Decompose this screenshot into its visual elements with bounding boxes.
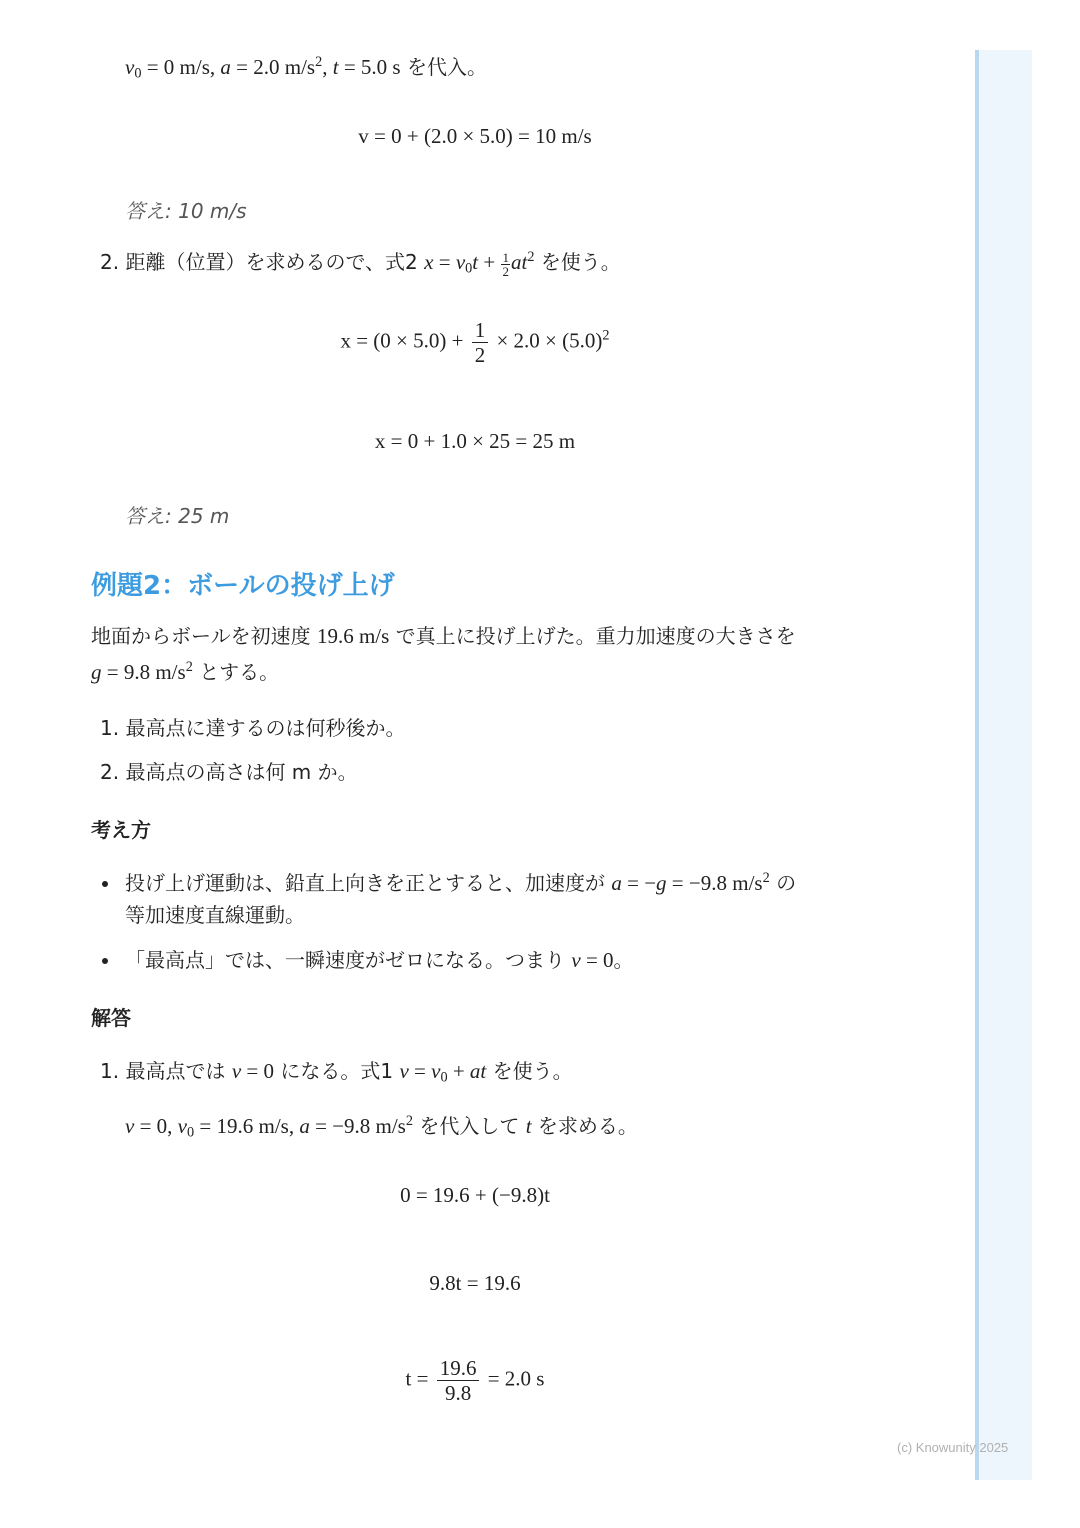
solution-heading: 解答 bbox=[91, 1006, 131, 1030]
equation-s1: 0 = 19.6 + (−9.8)t bbox=[400, 1183, 550, 1207]
intro-line-2: g = 9.8 $m/s^2$ とする。 bbox=[91, 659, 280, 684]
equation-x1: x = (0 × 5.0) + $\frac{1}{2}$ × $2.0 \times (5.0)^2$ bbox=[340, 318, 610, 367]
initial-velocity-value: 19.6 m/s bbox=[316, 624, 390, 648]
copyright-footer: (c) Knowunity 2025 bbox=[897, 1440, 1009, 1455]
question-2: 2. 最高点の高さは何 m か。 bbox=[100, 760, 358, 784]
question-1: 1. 最高点に達するのは何秒後か。 bbox=[100, 716, 406, 740]
solution-step-1: 1. 最高点では v = 0 になる。式1 $v = v_0$ + at を使う。 bbox=[100, 1059, 573, 1086]
bullet-dot bbox=[102, 881, 108, 887]
step-2-text-end: を使う。 bbox=[540, 250, 621, 274]
bullet-1-line-1: 投げ上げ運動は、鉛直上向きを正とすると、加速度が a = −g = −9.8 $m/s^2$ の bbox=[125, 870, 797, 895]
equation-s3: t = $\frac{19.6}{9.8}$ = 2.0 s bbox=[405, 1356, 545, 1405]
answer-1: 答え: 10 m/s bbox=[125, 199, 247, 223]
solution-substitution: v = 0, $v_0 = 19.6$ m/s, a = −9.8 $m/s^2$ を代入して t を求める。 bbox=[125, 1113, 638, 1141]
substitution-suffix: を代入。 bbox=[406, 55, 487, 79]
substitution-line: $v_0 = 0$ m/s, a = 2.0 $m/s^2$, t = 5.0 s を代入。 bbox=[125, 54, 487, 82]
bullet-dot bbox=[102, 958, 108, 964]
side-panel bbox=[975, 50, 1032, 1480]
answer-2: 答え: 25 m bbox=[125, 504, 230, 528]
step-2-text: 距離（位置）を求めるので、式2 bbox=[125, 250, 418, 274]
bullet-1-line-2: 等加速度直線運動。 bbox=[125, 903, 305, 927]
example-2-heading: 例題2：ボールの投げ上げ bbox=[91, 571, 395, 601]
equation-v: v = 0 + (2.0 × 5.0) = 10 m/s bbox=[358, 124, 592, 148]
thinking-heading: 考え方 bbox=[91, 818, 151, 842]
equation-x2: x = 0 + 1.0 × 25 = 25 m bbox=[374, 429, 576, 453]
equation-s2: 9.8t = 19.6 bbox=[429, 1271, 521, 1295]
step-2-number: 2. bbox=[100, 250, 120, 274]
step-2: 2. 距離（位置）を求めるので、式2 $x = v_0t$ + $\frac{1}{2}$ $at^2$ を使う。 bbox=[100, 249, 621, 279]
intro-line-1: 地面からボールを初速度 19.6 m/s で真上に投げ上げた。重力加速度の大きさを bbox=[91, 624, 796, 648]
bullet-2: 「最高点」では、一瞬速度がゼロになる。つまり v = 0。 bbox=[125, 948, 634, 972]
